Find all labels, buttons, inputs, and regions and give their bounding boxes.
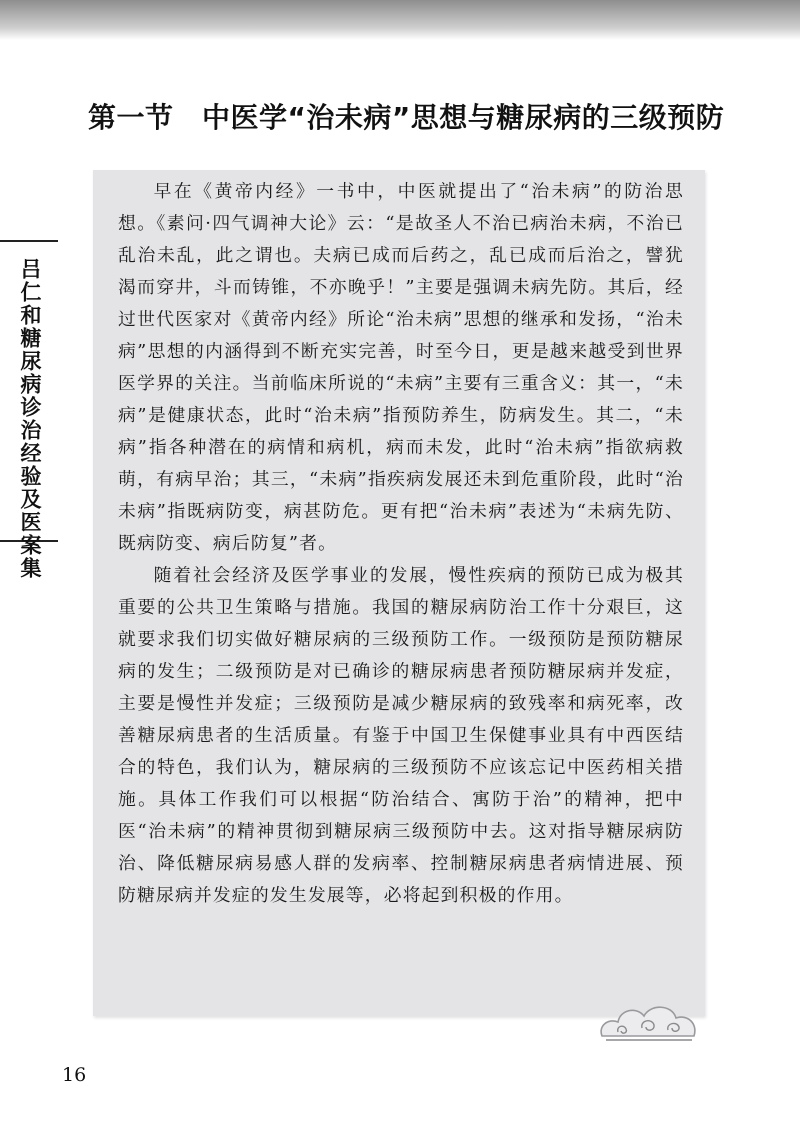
spine-book-title: 吕仁和糖尿病诊治经验及医案集 xyxy=(18,258,42,580)
body-text xyxy=(118,176,684,912)
cloud-ornament-icon xyxy=(596,996,700,1048)
page-top-band xyxy=(0,0,800,40)
page-number: 16 xyxy=(62,1064,87,1086)
paragraph-2: 随着社会经济及医学事业的发展，慢性疾病的预防已成为极其重要的公共卫生策略与措施。我国的糖尿病防治工作十分艰巨，这就要求我们切实做好糖尿病的三级预防工作。一级预防是预防糖尿病的发生；二级预防是对已确诊的糖尿病患者预防糖尿病并发症，主要是慢性并发症；三级预防是减少糖尿病的致残率和病死率，改善糖尿病患者的生活质量。有鉴于中国卫生保健事业具有中西医结合的特色，我们认为，糖尿病的三级预防不应该忘记中医药相关措施。具体工作我们可以根据“防治结合、寓防于治”的精神，把中医“治未病”的精神贯彻到糖尿病三级预防中去。这对指导糖尿病防治、降低糖尿病易感人群的发病率、控制糖尿病患者病情进展、预防糖尿病并发症的发生发展等，必将起到积极的作用。 xyxy=(118,565,684,906)
section-title: 第一节 中医学“治未病”思想与糖尿病的三级预防 xyxy=(88,101,725,134)
paragraph-1: 早在《黄帝内经》一书中，中医就提出了“治未病”的防治思想。《素问·四气调神大论》云：“是故圣人不治已病治未病，不治已乱治未乱，此之谓也。夫病已成而后药之，乱已成而后治之，譬犹渴而穿井，斗而铸锥，不亦晚乎！”主要是强调未病先防。其后，经过世代医家对《黄帝内经》所论“治未病”思想的继承和发扬，“治未病”思想的内涵得到不断充实完善，时至今日，更是越来越受到世界医学界的关注。当前临床所说的“未病”主要有三重含义：其一，“未病”是健康状态，此时“治未病”指预防养生，防病发生。其二，“未病”指各种潜在的病情和病机，病而未发，此时“治未病”指欲病救萌，有病早治；其三，“未病”指疾病发展还未到危重阶段，此时“治未病”指既病防变，病甚防危。更有把“治未病”表述为“未病先防、既病防变、病后防复”者。 xyxy=(118,181,684,554)
